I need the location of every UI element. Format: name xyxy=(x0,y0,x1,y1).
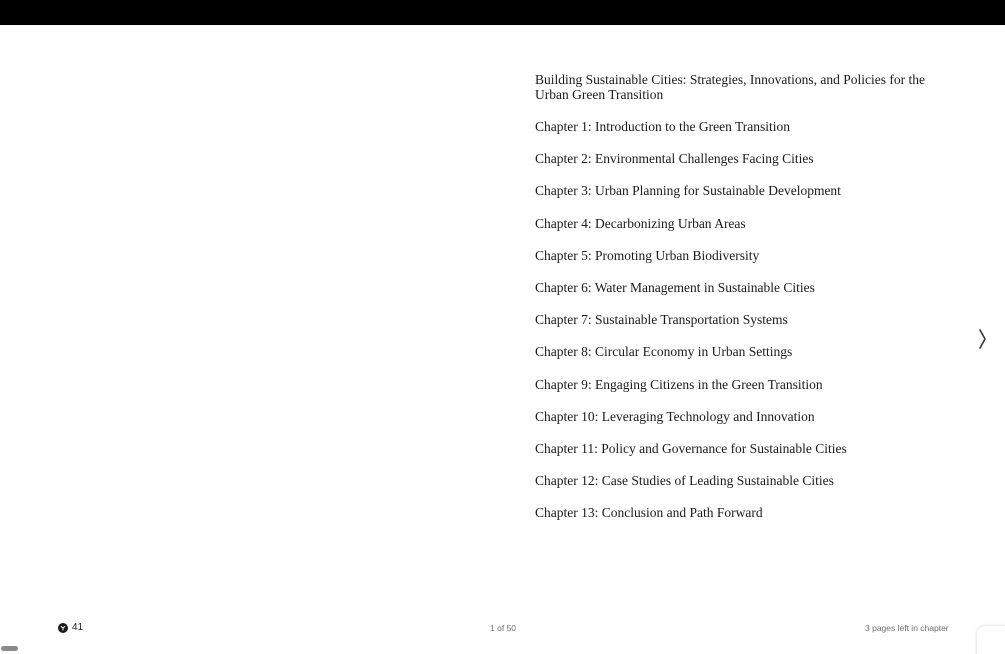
toc-chapter-link[interactable]: Chapter 4: Decarbonizing Urban Areas xyxy=(535,215,746,231)
toc-chapter-link[interactable]: Chapter 9: Engaging Citizens in the Green Transition xyxy=(535,376,823,392)
next-page-button[interactable] xyxy=(972,324,992,354)
toc-chapter-link[interactable]: Chapter 5: Promoting Urban Biodiversity xyxy=(535,247,760,263)
toc-chapter-link[interactable]: Chapter 8: Circular Economy in Urban Settings xyxy=(535,344,793,360)
toc-chapter-link[interactable]: Chapter 13: Conclusion and Path Forward xyxy=(535,505,763,521)
toc-chapter-link[interactable]: Chapter 11: Policy and Governance for Sustainable Cities xyxy=(535,440,847,456)
streak-count: 41 xyxy=(72,622,84,633)
table-of-contents xyxy=(535,72,935,537)
chapter-list xyxy=(535,119,935,537)
toc-chapter-link[interactable]: Chapter 7: Sustainable Transportation Systems xyxy=(535,312,788,328)
reading-streak[interactable] xyxy=(58,622,83,633)
top-bar xyxy=(0,0,1005,25)
toc-chapter-link[interactable]: Chapter 2: Environmental Challenges Facing Cities xyxy=(535,151,814,167)
page-indicator: 1 of 50 xyxy=(490,623,516,633)
toc-chapter-link[interactable]: Chapter 1: Introduction to the Green Transition xyxy=(535,119,790,134)
toc-chapter-link[interactable]: Chapter 3: Urban Planning for Sustainable Development xyxy=(535,183,841,199)
toc-chapter-link[interactable]: Chapter 10: Leveraging Technology and Innovation xyxy=(535,408,815,424)
book-title: Building Sustainable Cities: Strategies, Innovations, and Policies for the Urban Green Transition xyxy=(535,72,925,102)
reading-goal-icon xyxy=(58,623,68,633)
corner-panel[interactable] xyxy=(977,626,1005,654)
chevron-right-icon xyxy=(972,324,992,354)
toc-chapter-link[interactable]: Chapter 6: Water Management in Sustainable Cities xyxy=(535,279,815,295)
scroll-handle[interactable] xyxy=(1,646,18,651)
pages-left-in-chapter: 3 pages left in chapter xyxy=(865,623,949,633)
toc-chapter-link[interactable]: Chapter 12: Case Studies of Leading Sustainable Cities xyxy=(535,473,834,489)
